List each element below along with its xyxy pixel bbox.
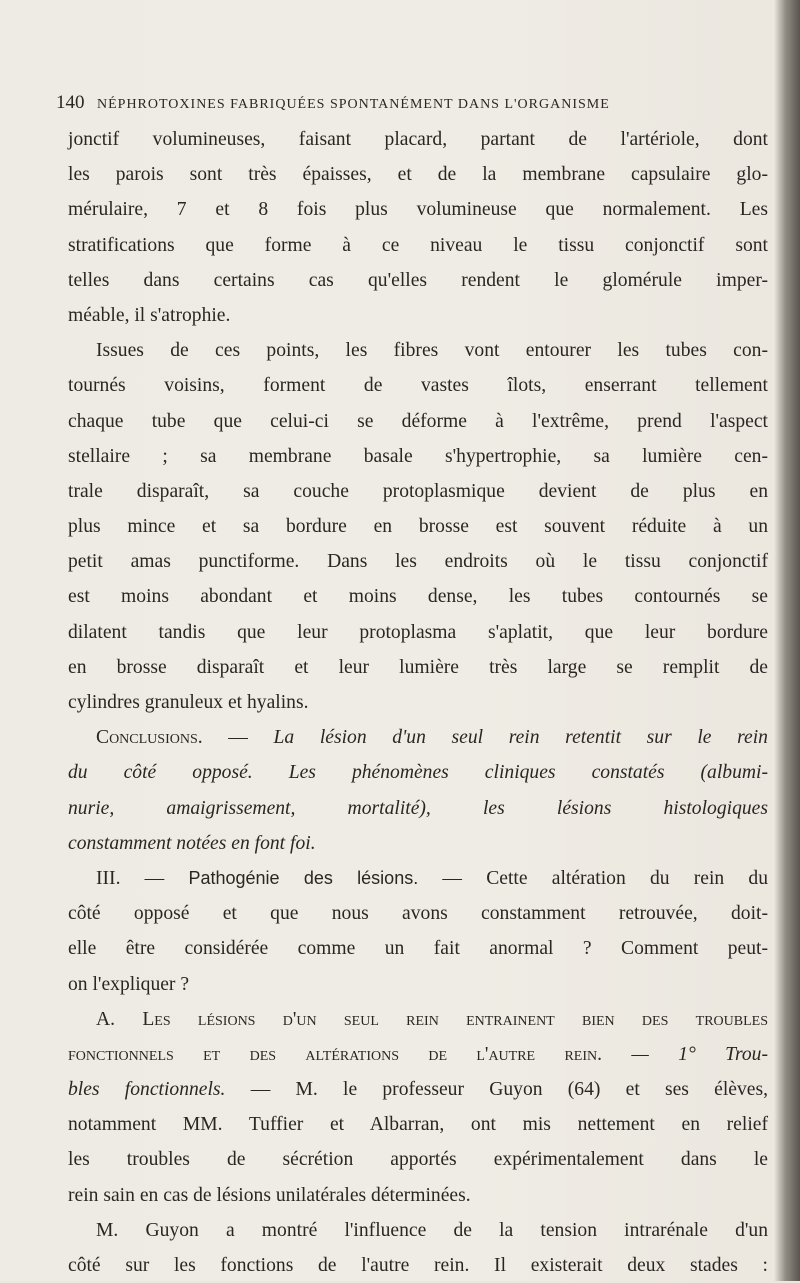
text-line: stratifications que forme à ce niveau le tissu conjonctif sont: [68, 234, 768, 256]
text-line: côté opposé et que nous avons constamment retrouvée, doit-: [68, 903, 768, 925]
text-line: trale disparaît, sa couche protoplasmique devient de plus en: [68, 480, 768, 502]
text-line: notamment MM. Tuffier et Albarran, ont mis nettement en relief: [68, 1114, 768, 1136]
body-text: [68, 122, 768, 1283]
text-line: tournés voisins, forment de vastes îlots, enserrant tellement: [68, 375, 768, 397]
text-line: dilatent tandis que leur protoplasma s'aplatit, que leur bordure: [68, 621, 768, 643]
text-line: est moins abondant et moins dense, les tubes contournés se: [68, 586, 768, 608]
conclusions-line: du côté opposé. Les phénomènes cliniques constatés (albumi-: [68, 762, 768, 784]
running-header: [56, 92, 776, 120]
subsection-heading-line: [68, 1037, 768, 1072]
text-line: côté sur les fonctions de l'autre rein. Il existerait deux stades :: [68, 1255, 768, 1276]
text-line: les parois sont très épaisses, et de la membrane capsulaire glo-: [68, 164, 768, 186]
text-line: méable, il s'atrophie.: [68, 304, 231, 326]
page-number: 140: [56, 92, 85, 113]
text-line: M. Guyon a montré l'influence de la tension intrarénale d'un: [96, 1219, 768, 1241]
text-line: elle être considérée comme un fait anormal ? Comment peut-: [68, 938, 768, 960]
section-number: III. —: [96, 867, 165, 889]
text-line: telles dans certains cas qu'elles rendent le glomérule imper-: [68, 269, 768, 291]
text-line: chaque tube que celui-ci se déforme à l'extrême, prend l'aspect: [68, 410, 768, 432]
text-line: [68, 1072, 768, 1107]
text-line: cylindres granuleux et hyalins.: [68, 692, 309, 713]
text-span: — M. le professeur Guyon (64) et ses élèves,: [250, 1079, 768, 1101]
conclusions-line: nurie, amaigrissement, mortalité), les lésions histologiques: [68, 797, 768, 819]
conclusions-label: Conclusions. —: [96, 727, 248, 749]
subsection-heading: fonctionnels et des altérations de l'autre rein.: [68, 1043, 603, 1065]
subsection-topic: bles fonctionnels.: [68, 1079, 226, 1101]
text-line: mérulaire, 7 et 8 fois plus volumineuse que normalement. Les: [68, 199, 768, 221]
conclusions-line: [68, 720, 768, 755]
text-line: en brosse disparaît et leur lumière très large se remplit de: [68, 656, 768, 678]
text-line: on l'expliquer ?: [68, 973, 190, 995]
page-edge-shadow: [774, 0, 800, 1281]
text-line: Issues de ces points, les fibres vont entourer les tubes con-: [96, 340, 768, 362]
text-line: rein sain en cas de lésions unilatérales déterminées.: [68, 1184, 471, 1206]
section-text: — Cette altération du rein du: [442, 867, 768, 889]
subsection-topic: — 1° Trou-: [631, 1043, 768, 1065]
text-line: plus mince et sa bordure en brosse est souvent réduite à un: [68, 516, 768, 538]
running-title: NÉPHROTOXINES FABRIQUÉES SPONTANÉMENT DANS L'ORGANISME: [97, 97, 610, 112]
text-line: petit amas punctiforme. Dans les endroits où le tissu conjonctif: [68, 551, 768, 573]
section-heading: Pathogénie des lésions.: [188, 867, 419, 888]
text-line: jonctif volumineuses, faisant placard, partant de l'artériole, dont: [68, 129, 768, 150]
conclusions-text: La lésion d'un seul rein retentit sur le rein: [273, 727, 768, 749]
text-line: les troubles de sécrétion apportés expérimentalement dans le: [68, 1149, 768, 1171]
text-line: stellaire ; sa membrane basale s'hypertrophie, sa lumière cen-: [68, 445, 768, 467]
subsection-heading-line: A. Les lésions d'un seul rein entrainent bien des troubles: [96, 1008, 768, 1030]
conclusions-line: constamment notées en font foi.: [68, 832, 316, 854]
section-heading-line: [68, 861, 768, 896]
